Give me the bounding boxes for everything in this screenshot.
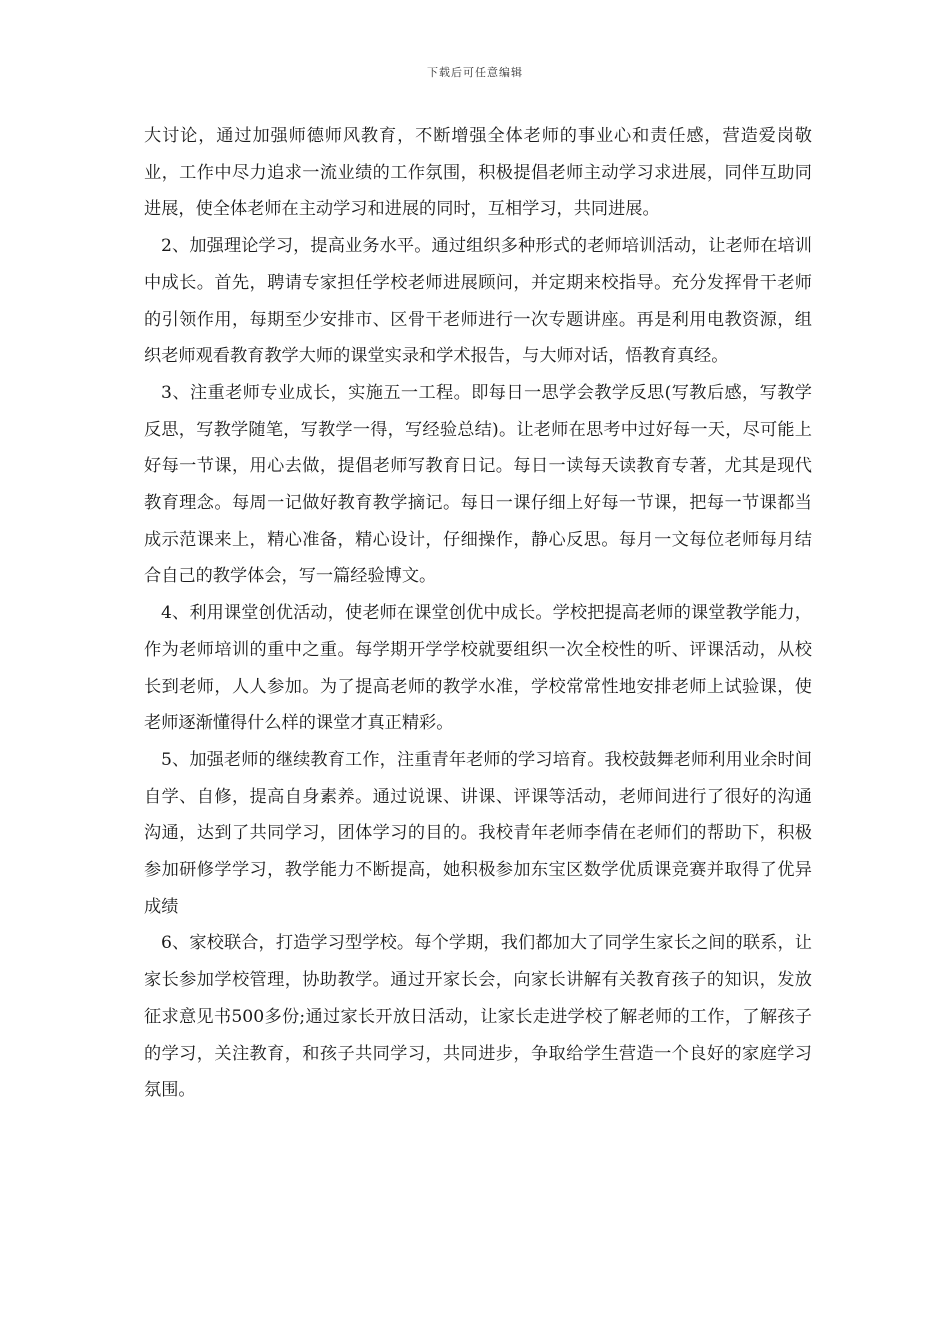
paragraph-item-2: 2、加强理论学习，提高业务水平。通过组织多种形式的老师培训活动，让老师在培训中成长。首先，聘请专家担任学校老师进展顾问，并定期来校指导。充分发挥骨干老师的引领作用，每期至少安排市、区骨干老师进行一次专题讲座。再是利用电教资源，组织老师观看教育教学大师的课堂实录和学术报告，与大师对话，悟教育真经。 xyxy=(144,236,812,367)
paragraph-item-3: 3、注重老师专业成长，实施五一工程。即每日一思学会教学反思(写教后感，写教学反思，写教学随笔，写教学一得，写经验总结)。让老师在思考中过好每一天，尽可能上好每一节课，用心去做，提倡老师写教育日记。每日一读每天读教育专著，尤其是现代教育理念。每周一记做好教育教学摘记。每日一课仔细上好每一节课，把每一节课都当成示范课来上，精心准备，精心设计，仔细操作，静心反思。每月一文每位老师每月结合自己的教学体会，写一篇经验博文。 xyxy=(144,382,812,587)
paragraph-item-6: 6、家校联合，打造学习型学校。每个学期，我们都加大了同学生家长之间的联系，让家长参加学校管理，协助教学。通过开家长会，向家长讲解有关教育孩子的知识，发放征求意见书500多份;通过家长开放日活动，让家长走进学校了解老师的工作，了解孩子的学习，关注教育，和孩子共同学习，共同进步，争取给学生营造一个良好的家庭学习氛围。 xyxy=(144,933,812,1101)
paragraph-item-4: 4、利用课堂创优活动，使老师在课堂创优中成长。学校把提高老师的课堂教学能力，作为老师培训的重中之重。每学期开学学校就要组织一次全校性的听、评课活动，从校长到老师，人人参加。为了提高老师的教学水准，学校常常性地安排老师上试验课，使老师逐渐懂得什么样的课堂才真正精彩。 xyxy=(144,603,812,734)
document-body xyxy=(144,118,812,1109)
paragraph-intro: 大讨论，通过加强师德师风教育，不断增强全体老师的事业心和责任感，营造爱岗敬业，工作中尽力追求一流业绩的工作氛围，积极提倡老师主动学习求进展，同伴互助同进展，使全体老师在主动学习和进展的同时，互相学习，共同进展。 xyxy=(144,126,812,220)
paragraph-item-5: 5、加强老师的继续教育工作，注重青年老师的学习培育。我校鼓舞老师利用业余时间自学、自修，提高自身素养。通过说课、讲课、评课等活动，老师间进行了很好的沟通沟通，达到了共同学习，团体学习的目的。我校青年老师李倩在老师们的帮助下，积极参加研修学学习，教学能力不断提高，她积极参加东宝区数学优质课竞赛并取得了优异成绩 xyxy=(144,749,812,917)
page-header: 下载后可任意编辑 xyxy=(427,66,523,79)
